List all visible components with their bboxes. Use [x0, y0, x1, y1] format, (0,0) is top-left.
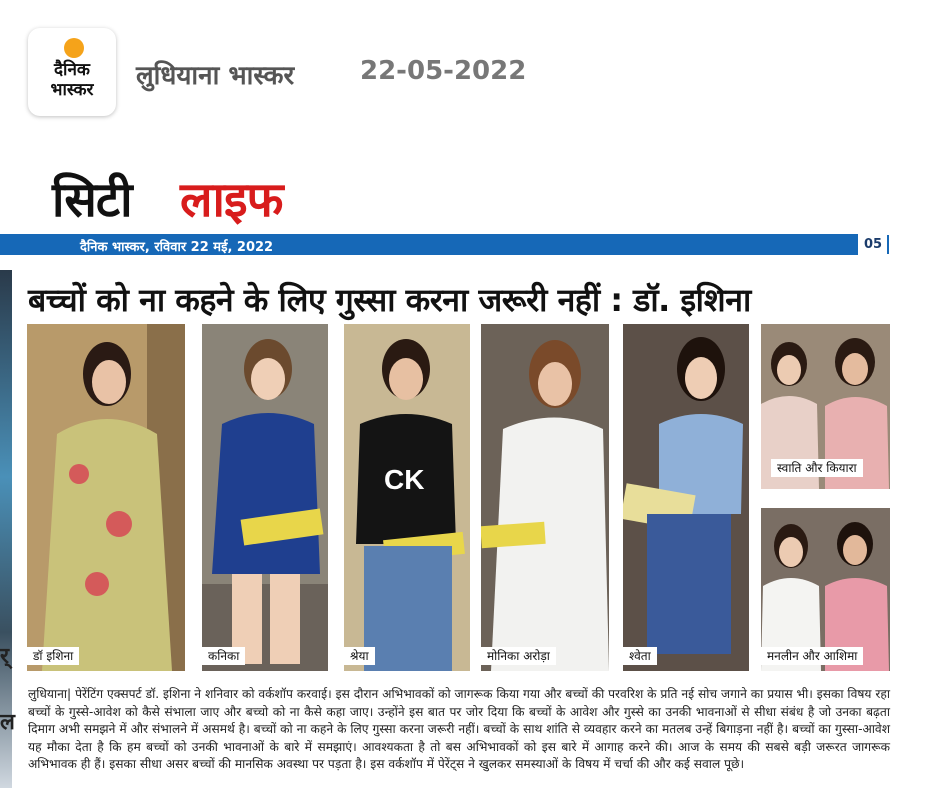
adjacent-page-fragment: ल: [0, 710, 15, 735]
photo-illustration: [481, 324, 609, 671]
photo-caption: श्वेता: [623, 647, 657, 665]
page-info-text: दैनिक भास्कर, रविवार 22 मई, 2022: [80, 240, 274, 255]
photo-kanika: [202, 324, 328, 671]
dainik-bhaskar-logo: [28, 28, 116, 116]
section-title-life: लाइफ: [180, 172, 283, 228]
photo-dr-ishina: [27, 324, 185, 671]
photo-caption: कनिका: [202, 647, 245, 665]
svg-text:CK: CK: [384, 464, 425, 495]
photo-caption: मनलीन और आशिमा: [761, 647, 863, 665]
article-headline: बच्चों को ना कहने के लिए गुस्सा करना जरूरी नहीं : डॉ. इशिना: [28, 281, 751, 319]
edition-title: लुधियाना भास्कर: [136, 61, 295, 91]
publication-date: 22-05-2022: [360, 56, 527, 86]
page-number-rule: [887, 235, 889, 254]
section-title-city: सिटी: [52, 172, 132, 228]
photo-monika-arora: [481, 324, 609, 671]
photo-shreya: [344, 324, 470, 671]
photo-swati-kiyara: [761, 324, 890, 489]
logo-line1: दैनिक: [54, 60, 90, 80]
adjacent-page-fragment: र्: [0, 644, 9, 669]
photo-caption: स्वाति और कियारा: [771, 459, 863, 477]
photo-illustration: [344, 324, 470, 671]
photo-caption: मोनिका अरोड़ा: [481, 647, 556, 665]
photo-illustration: [202, 324, 328, 671]
article-body: लुधियाना| पेरेंटिंग एक्सपर्ट डॉ. इशिना ने शनिवार को वर्कशॉप करवाई। इस दौरान अभिभावकों को जागरूक किया गया और बच्चों की परवरिश के प्रति नई सोच जगाने का प्रयास भी। इसका विषय रहा बच्चों के गुस्से-आवेश को कैसे संभाला जाए और बच्चो को ना कैसे कहा जाए। उन्होंने इस बात पर जोर दिया कि बच्चों के आवेश और गुस्से का उनकी भावनाओं से सीधा संबंध है जो उनका बढ़ता दिमाग अभी समझने में और संभालने में असमर्थ है। बच्चों को ना कहने के लिए गुस्सा करना जरूरी नहीं। बच्चों के साथ शांति से व्यवहार करने का मतलब उन्हें बिगाड़ना नहीं है। बच्चों का गुस्सा-आवेश यह मौका देता है कि हम बच्चों को उनकी भावनाओं के बारे में समझाएं। आवश्यकता है तो बस अभिभावकों को इस बारे में आगाह करने की। आज के समय की सबसे बड़ी जरूरत जागरूक अभिभावक ही हैं। इसका सीधा असर बच्चों की मानसिक अवस्था पर पड़ता है। इस वर्कशॉप में पेरेंट्स ने खुलकर समस्याओं के विषय में चर्चा की और कई सवाल पूछे।: [28, 687, 890, 771]
logo-line2: भास्कर: [50, 80, 94, 100]
photo-manleen-ashima: [761, 508, 890, 671]
photo-caption: डॉ इशिना: [27, 647, 79, 665]
photo-caption: श्रेया: [344, 647, 375, 665]
page-number: 05: [864, 237, 883, 252]
photo-shweta: [623, 324, 749, 671]
photo-illustration: [623, 324, 749, 671]
photo-illustration: [27, 324, 185, 671]
sun-icon: [64, 38, 84, 58]
